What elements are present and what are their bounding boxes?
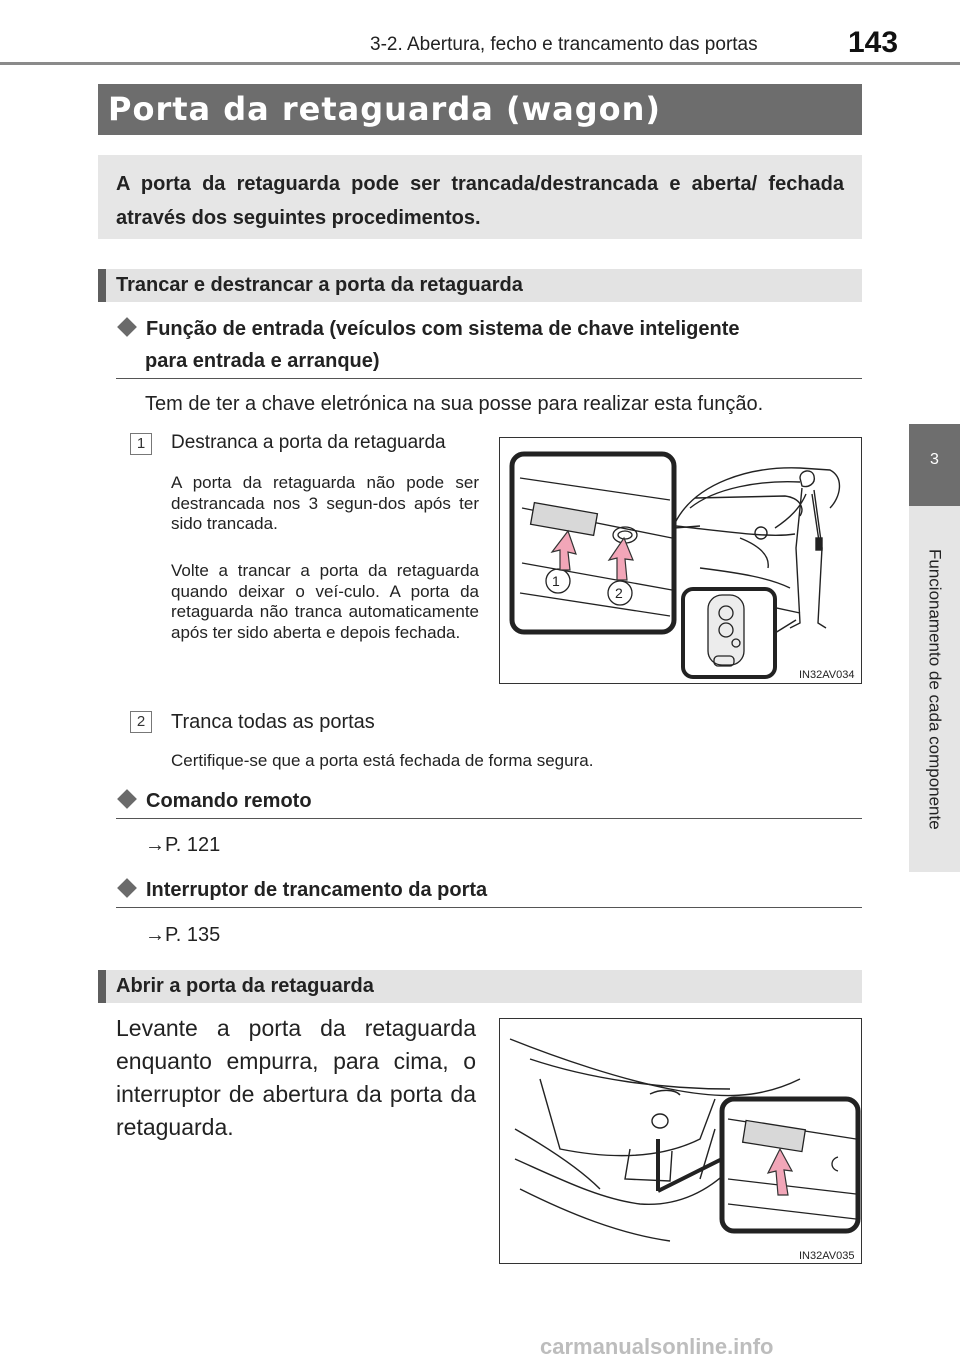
step-number-1: 1 <box>130 433 152 455</box>
figure-1-code: IN32AV034 <box>799 669 855 681</box>
chapter-tab-label: Funcionamento de cada componente <box>925 548 945 830</box>
intro-box <box>98 155 862 239</box>
section-heading-open <box>98 970 862 1003</box>
diamond-bullet-icon <box>117 878 137 898</box>
tailgate-switch-illustration <box>500 1019 861 1263</box>
entry-function-text: Tem de ter a chave eletrónica na sua posse para realizar esta função. <box>145 393 764 415</box>
figure-callout-2: 2 <box>615 585 623 601</box>
chapter-tab <box>909 424 960 506</box>
subheading-remote-text: Comando remoto <box>146 790 312 812</box>
step-1-para-2: Volte a trancar a porta da retaguarda quando deixar o veí-culo. A porta da retaguarda não tranca automaticamente após ter sido aberta e depois fechada. <box>171 561 479 642</box>
section-heading-lock <box>98 269 862 302</box>
figure-entry-function <box>499 437 862 684</box>
diamond-bullet-icon <box>117 317 137 337</box>
page-title: Porta da retaguarda (wagon) <box>108 90 662 128</box>
step-2-text: Certifique-se que a porta está fechada de forma segura. <box>171 751 594 770</box>
figure-callout-1: 1 <box>552 573 560 589</box>
figure-2-code: IN32AV035 <box>799 1250 855 1262</box>
chapter-header: 3-2. Abertura, fecho e trancamento das portas <box>370 34 758 55</box>
subheading-rule <box>116 818 862 819</box>
step-2-title: Tranca todas as portas <box>171 711 375 733</box>
subheading-rule <box>116 378 862 379</box>
page-title-bar <box>98 84 862 135</box>
step-number-2: 2 <box>130 711 152 733</box>
page-number: 143 <box>848 26 899 59</box>
subheading-rule <box>116 907 862 908</box>
header-divider <box>0 62 960 65</box>
open-instructions-text: Levante a porta da retaguarda enquanto empurra, para cima, o interruptor de abertura da porta da retaguarda. <box>116 1015 476 1140</box>
section-heading-open-text: Abrir a porta da retaguarda <box>116 975 374 997</box>
diamond-bullet-icon <box>117 789 137 809</box>
subheading-entry-line2: para entrada e arranque) <box>145 350 380 372</box>
chapter-tab-number: 3 <box>930 451 939 468</box>
step-1-para-1: A porta da retaguarda não pode ser destrancada nos 3 segun-dos após ter sido trancada. <box>171 473 479 533</box>
subheading-entry-function <box>116 313 862 345</box>
section-heading-lock-text: Trancar e destrancar a porta da retaguarda <box>116 274 523 296</box>
car-rear-key-illustration <box>500 438 861 683</box>
subheading-lock-switch-text: Interruptor de trancamento da porta <box>146 879 488 901</box>
subheading-entry-line1: Função de entrada (veículos com sistema de chave inteligente <box>146 318 740 340</box>
subheading-lock-switch <box>116 874 862 906</box>
figure-open-door <box>499 1018 862 1264</box>
remote-page-ref: →P. 121 <box>145 834 221 856</box>
subheading-remote <box>116 785 862 817</box>
watermark: carmanualsonline.info <box>540 1334 774 1359</box>
lock-switch-page-ref: →P. 135 <box>145 924 221 946</box>
intro-text: A porta da retaguarda pode ser trancada/destrancada e aberta/ fechada através dos seguintes procedimentos. <box>116 173 844 229</box>
step-1-title: Destranca a porta da retaguarda <box>171 432 446 453</box>
chapter-tab-label-wrap <box>909 506 960 872</box>
